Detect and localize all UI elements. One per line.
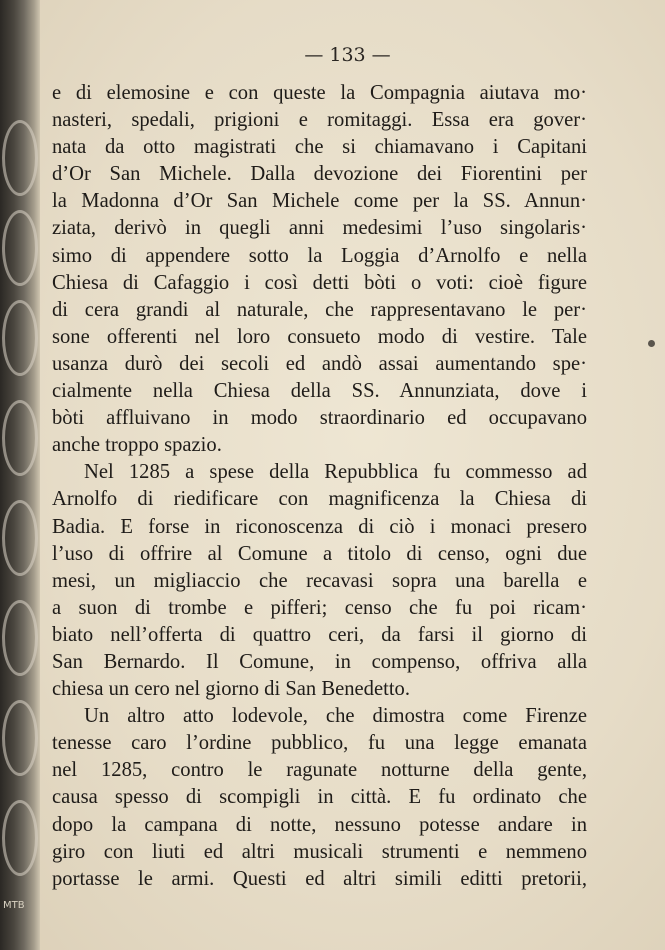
text-line: tenesse caro l’ordine pubblico, fu una legge emanata (52, 732, 587, 755)
text-line: San Bernardo. Il Comune, in compenso, offriva alla (52, 650, 587, 673)
text-line: causa spesso di scompigli in città. E fu ordinato che (52, 786, 587, 809)
text-line: Chiesa di Cafaggio i così detti bòti o voti: cioè figure (52, 271, 587, 294)
spine-ornament (2, 300, 38, 376)
spine-ornament (2, 400, 38, 476)
spine-mark: MTB (3, 900, 25, 911)
spine-ornament (2, 600, 38, 676)
spine-ornament (2, 800, 38, 876)
text-line: chiesa un cero nel giorno di San Benedetto. (52, 678, 410, 701)
text-line: a suon di trombe e pifferi; censo che fu poi ricam· (52, 596, 587, 619)
text-line: ziata, derivò in quegli anni medesimi l’uso singolaris· (52, 217, 587, 240)
text-line: nel 1285, contro le ragunate notturne della gente, (52, 759, 587, 782)
text-line: simo di appendere sotto la Loggia d’Arnolfo e nella (52, 244, 587, 267)
text-line: bòti affluivano in modo straordinario ed occupavano (52, 407, 587, 430)
text-line: d’Or San Michele. Dalla devozione dei Fiorentini per (52, 163, 587, 186)
text-line: portasse le armi. Questi ed altri simili editti pretorii, (52, 867, 587, 890)
text-line: Un altro atto lodevole, che dimostra come Firenze (84, 705, 587, 728)
text-line: anche troppo spazio. (52, 434, 222, 457)
text-line: e di elemosine e con queste la Compagnia aiutava mo· (52, 82, 587, 104)
text-line: Nel 1285 a spese della Repubblica fu commesso ad (84, 461, 587, 484)
page-number: — 133 — (304, 44, 391, 66)
spine-ornament (2, 210, 38, 286)
text-line: la Madonna d’Or San Michele come per la SS. Annun· (52, 190, 587, 213)
text-line: di cera grandi al naturale, che rappresentavano le per· (52, 298, 587, 321)
text-line: biato nell’offerta di quattro ceri, da farsi il giorno di (52, 623, 587, 646)
text-line: nata da otto magistrati che si chiamavano i Capitani (52, 136, 587, 159)
body-text (52, 80, 587, 893)
spine-ornament (2, 500, 38, 576)
text-line: nasteri, spedali, prigioni e romitaggi. Essa era gover· (52, 109, 587, 132)
ink-speck (648, 340, 655, 347)
text-line: cialmente nella Chiesa della SS. Annunziata, dove i (52, 380, 587, 403)
text-line: Badia. E forse in riconoscenza di ciò i monaci presero (52, 515, 587, 538)
spine-ornament (2, 120, 38, 196)
text-line: giro con liuti ed altri musicali strumenti e nemmeno (52, 840, 587, 863)
text-line: sone offerenti nel loro consueto modo di vestire. Tale (52, 325, 587, 348)
text-line: mesi, un migliaccio che recavasi sopra una barella e (52, 569, 587, 592)
text-line: dopo la campana di notte, nessuno potesse andare in (52, 813, 587, 836)
text-line: Arnolfo di riedificare con magnificenza la Chiesa di (52, 488, 587, 511)
book-spine (0, 0, 40, 950)
text-line: l’uso di offrire al Comune a titolo di censo, ogni due (52, 542, 587, 565)
text-line: usanza durò dei secoli ed andò assai aumentando spe· (52, 352, 587, 375)
spine-ornament (2, 700, 38, 776)
